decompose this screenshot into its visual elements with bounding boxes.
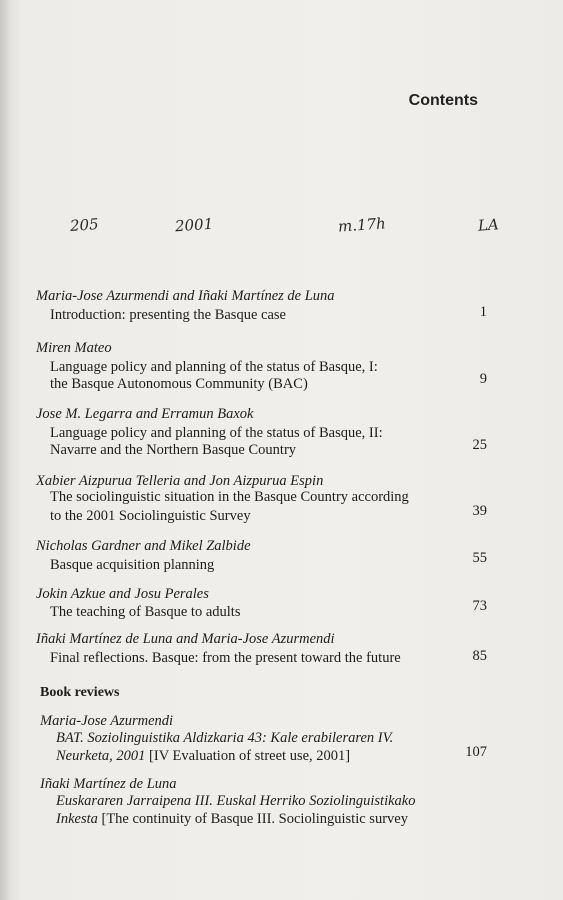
entry-author: Jokin Azkue and Josu Perales — [36, 586, 209, 602]
handwritten-note-2: 2001 — [174, 214, 214, 236]
review-author: Iñaki Martínez de Luna — [40, 776, 177, 792]
entry-title-line: Language policy and planning of the status of Basque, I: — [50, 359, 378, 375]
entry-page-number: 85 — [472, 648, 487, 664]
review-title-line-2 — [56, 748, 350, 765]
entry-page-number: 1 — [479, 304, 487, 320]
entry-page-number: 25 — [472, 437, 487, 453]
entry-author: Jose M. Legarra and Erramun Baxok — [36, 406, 254, 422]
entry-author: Nicholas Gardner and Mikel Zalbide — [36, 538, 251, 554]
entry-title-line: Language policy and planning of the status of Basque, II: — [50, 425, 383, 441]
handwritten-note-3: m.17h — [337, 214, 387, 236]
entry-page-number: 73 — [472, 598, 487, 614]
entry-page-number: 39 — [472, 503, 487, 519]
entry-title-line: The teaching of Basque to adults — [50, 604, 241, 620]
handwritten-note-1: 205 — [69, 215, 100, 235]
review-title-italic: Inkesta — [56, 811, 98, 827]
binding-shadow — [0, 0, 10, 900]
handwritten-note-4: LA — [477, 215, 500, 235]
review-title-line: BAT. Soziolinguistika Aldizkaria 43: Kale erabileraren IV. — [56, 730, 394, 746]
entry-title-line: Navarre and the Northern Basque Country — [50, 442, 297, 458]
entry-title-line: Introduction: presenting the Basque case — [50, 307, 286, 323]
review-page-number: 107 — [465, 744, 487, 760]
review-author: Maria-Jose Azurmendi — [40, 713, 174, 729]
entry-author: Miren Mateo — [36, 340, 112, 356]
review-title-plain: [The continuity of Basque III. Sociolinguistic survey — [97, 811, 408, 827]
page-title: Contents — [408, 92, 478, 109]
entry-page-number: 9 — [479, 371, 487, 387]
entry-page-number: 55 — [472, 550, 487, 566]
review-title-italic: Neurketa, 2001 — [56, 748, 146, 764]
entry-author: Xabier Aizpurua Telleria and Jon Aizpurua Espin — [36, 473, 324, 489]
entry-title-line: the Basque Autonomous Community (BAC) — [50, 376, 308, 392]
book-reviews-heading: Book reviews — [40, 685, 120, 700]
entry-title-line: Final reflections. Basque: from the present toward the future — [50, 650, 401, 666]
entry-title-line: Basque acquisition planning — [50, 557, 215, 573]
entry-author: Maria-Jose Azurmendi and Iñaki Martínez de Luna — [36, 288, 335, 304]
entry-author: Iñaki Martínez de Luna and Maria-Jose Azurmendi — [36, 631, 335, 647]
entry-title-line: The sociolinguistic situation in the Basque Country according — [50, 489, 409, 505]
review-title-line-2 — [56, 811, 408, 828]
entry-title-line: to the 2001 Sociolinguistic Survey — [50, 508, 251, 524]
review-title-plain: [IV Evaluation of street use, 2001] — [145, 748, 351, 764]
review-title-line: Euskararen Jarraipena III. Euskal Herriko Soziolinguistikako — [56, 793, 416, 809]
